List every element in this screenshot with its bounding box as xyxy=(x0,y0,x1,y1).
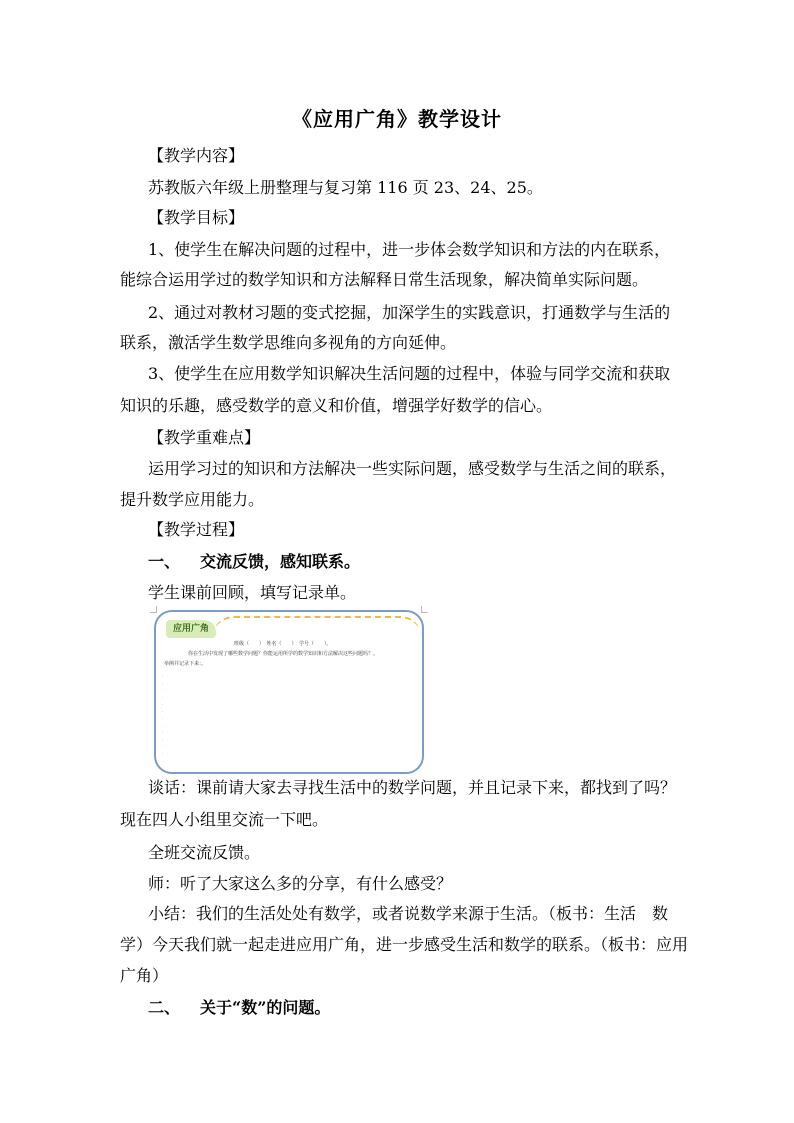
summary-line1: 小结：我们的生活处处有数学，或者说数学来源于生活。（板书：生活 数 xyxy=(148,904,669,923)
sheet-question: 你在生活中发现了哪些数学问题？你能运用所学的数学知识和方法解决这些问题吗？。 xyxy=(188,651,379,657)
section1-title: 交流反馈，感知联系。 xyxy=(200,552,361,571)
keypoints-heading: 【教学重难点】 xyxy=(148,428,261,447)
keypoints-line1: 运用学习过的知识和方法解决一些实际问题，感受数学与生活之间的联系， xyxy=(148,459,677,478)
teacher-question: 师：听了大家这么多的分享，有什么感受？ xyxy=(148,874,453,893)
feedback-text: 全班交流反馈。 xyxy=(148,843,261,862)
document-title: 《应用广角》教学设计 xyxy=(292,107,502,131)
process-heading: 【教学过程】 xyxy=(148,520,245,539)
goal1-line1: 1、使学生在解决问题的过程中，进一步体会数学知识和方法的内在联系， xyxy=(148,240,671,259)
summary-line3: 广角） xyxy=(120,966,169,985)
sheet-logo: 应用广角 xyxy=(166,620,216,638)
content-text: 苏教版六年级上册整理与复习第 116 页 23、24、25。 xyxy=(148,178,543,197)
talk-line2: 现在四人小组里交流一下吧。 xyxy=(120,810,329,829)
summary-line2: 学）今天我们就一起走进应用广角，进一步感受生活和数学的联系。（板书：应用 xyxy=(120,935,689,954)
section2-number: 二、 xyxy=(148,998,181,1017)
s1-text1: 学生课前回顾，填写记录单。 xyxy=(148,583,357,602)
goal2-line2: 联系，激活学生数学思维向多视角的方向延伸。 xyxy=(120,333,457,352)
content-heading: 【教学内容】 xyxy=(148,146,245,165)
sheet-fields: 班级（ ） 姓名（ ） 学号（ ）。 xyxy=(234,641,332,647)
corner-mark xyxy=(150,606,157,613)
talk-line1: 谈话：课前请大家去寻找生活中的数学问题，并且记录下来，都找到了吗？ xyxy=(148,778,677,797)
sheet-example: 举例并记录下来：。 xyxy=(164,661,207,667)
record-sheet-image xyxy=(154,610,424,774)
goal3-line1: 3、使学生在应用数学知识解决生活问题的过程中，体验与同学交流和获取 xyxy=(148,364,671,383)
goal1-line2: 能综合运用学过的数学知识和方法解释日常生活现象，解决简单实际问题。 xyxy=(120,270,649,289)
goal2-line1: 2、通过对教材习题的变式挖掘，加深学生的实践意识，打通数学与生活的 xyxy=(148,303,671,322)
section2-title: 关于“数”的问题。 xyxy=(200,998,331,1017)
keypoints-line2: 提升数学应用能力。 xyxy=(120,490,265,509)
sheet-line-marks: · · · · · · · · · · · · xyxy=(162,674,164,757)
section1-number: 一、 xyxy=(148,552,181,571)
decorative-arc xyxy=(212,616,422,638)
goals-heading: 【教学目标】 xyxy=(148,208,245,227)
goal3-line2: 知识的乐趣，感受数学的意义和价值，增强学好数学的信心。 xyxy=(120,396,553,415)
corner-mark xyxy=(421,606,428,613)
